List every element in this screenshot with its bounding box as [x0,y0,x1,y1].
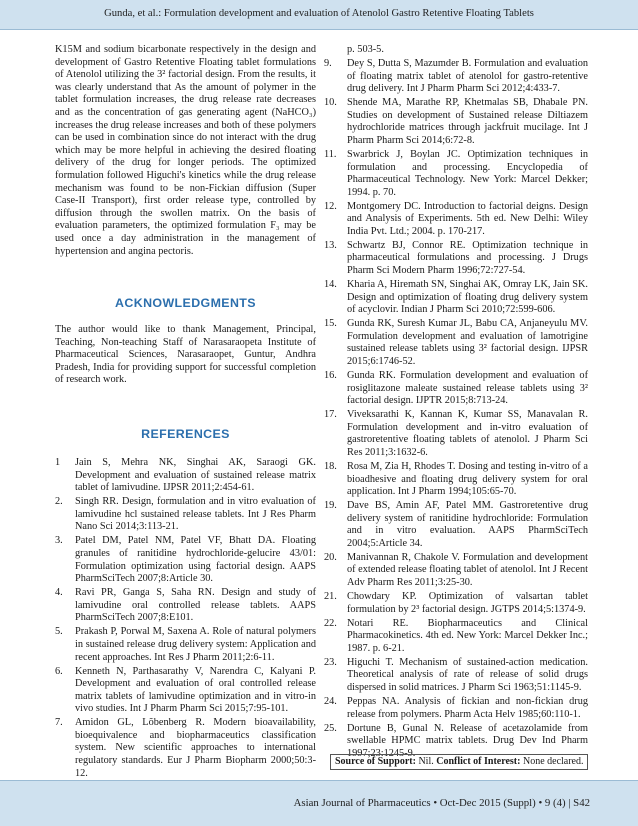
reference-number: 6. [55,665,63,677]
reference-text: Jain S, Mehra NK, Singhai AK, Saraogi GK. Development and evaluation of sustained release matrix tablet of lamivudine. IJPSR 2011;2:454-61. [75,457,316,494]
reference-number: 13. [324,239,337,251]
reference-number: 21. [324,591,337,603]
reference-text: Dey S, Dutta S, Mazumder B. Formulation and evaluation of floating matrix tablet of atenolol for gastro-retentive drug delivery. Int J Pharm Pharm Sci 2012;4:433-7. [347,57,588,95]
reference-text: Amidon GL, Lõbenberg R. Modern bioavailability, bioequivalence and biopharmaceutics classification system. New scientific approaches to international regulatory standards. Eur J Pharm Biopharm 2000;50:3-12. [75,717,316,779]
reference-number: 14. [324,279,337,291]
reference-item [55,587,316,625]
reference-text: Schwartz BJ, Connor RE. Optimization technique in pharmaceutical formulations and processing. J Drugs Pharm Sci Modern Pharm 1996;72:727-54. [347,239,588,277]
reference-number: 15. [324,318,337,330]
reference-text: Singh RR. Design, formulation and in vitro evaluation of lamivudine hcl sustained release tablets. Int J Res Pharm Nano Sci 2014;3:113-21. [75,496,316,533]
support-label: Source of Support: [335,756,416,767]
reference-item [55,535,316,585]
right-column [324,44,588,762]
reference-text: Higuchi T. Mechanism of sustained-action medication. Theoretical analysis of rate of release of solid drugs dispersed in solid matrices. J Pharm Sci 1963;51:1145-9. [347,656,588,693]
reference-list-left [55,457,316,819]
reference-item [324,369,588,408]
reference-text: Swarbrick J, Boylan JC. Optimization techniques in formulation and processing. Encyclopedia of Pharmaceutical Technology. New York: Marcel Dekker; 1994. p. 70. [347,148,588,198]
reference-item [324,239,588,278]
reference-item [55,717,316,780]
reference-number: 1 [55,457,61,469]
reference-item [324,200,588,239]
reference-item [55,626,316,664]
reference-item [324,551,588,590]
reference-item [324,500,588,550]
running-footer: Asian Journal of Pharmaceutics • Oct-Dec 2015 (Suppl) • 9 (4) | S42 [293,797,590,809]
running-header: Gunda, et al.: Formulation development and evaluation of Atenolol Gastro Retentive Floating Tablets [104,8,534,19]
reference-text: Gunda RK. Formulation development and evaluation of rosiglitazone maleate sustained release tablets using 3² factorial design. IJPTR 2015;8:713-24. [347,369,588,407]
reference-item [324,97,588,147]
reference-number: 2. [55,496,63,508]
reference-number: 18. [324,460,337,472]
reference-item [324,460,588,499]
reference-item [324,279,588,317]
reference-text: Patel DM, Patel NM, Patel VF, Bhatt DA. Floating granules of ranitidine hydrochloride-gelucire 43/01: Formulation optimization using factorial design. AAPS PharmSciTech 2007;8:Article 30. [75,535,316,585]
reference-text: Peppas NA. Analysis of fickian and non-fickian drug release from polymers. Pharm Acta Helv 1985;60:110-1. [347,695,588,720]
reference-item [324,57,588,96]
reference-item [324,318,588,368]
reference-item [324,617,588,656]
reference-number: 11. [324,148,337,160]
reference-item [324,656,588,695]
reference-number: 10. [324,97,337,109]
reference-item [55,457,316,495]
reference-number: 5. [55,626,63,638]
acknowledgments-heading: ACKNOWLEDGMENTS [115,296,256,311]
reference-number: 12. [324,200,337,212]
reference-item [55,496,316,534]
reference-number: 17. [324,409,337,421]
left-column [55,44,316,821]
reference-item [324,695,588,721]
reference-text: Viveksarathi K, Kannan K, Kumar SS, Manavalan R. Formulation development and in-vitro evaluation of gastroretentive floating tablets of atenolol. J Pharm Sci Res 2011;3:1632-6. [347,409,588,458]
reference-text: Kenneth N, Parthasarathy V, Narendra C, Kalyani P. Development and evaluation of oral controlled release matrix tablets of lamivudine optimization and in vitro-in vivo studies. Int J Pharm Pharm Sci 2015;7:95-101. [75,665,316,715]
reference-text: Kharia A, Hiremath SN, Singhai AK, Omray LK, Jain SK. Design and optimization of floating drug delivery system of acyclovir. Indian J Pharm Sci 2010;72:599-606. [347,279,588,316]
references-heading: REFERENCES [141,427,230,442]
reference-item [55,666,316,716]
reference-item [324,409,588,459]
conclusion-paragraph: K15M and sodium bicarbonate respectively in the design and development of Gastro Retentive Floating tablet formulations of Atenolol utilizing the 3² factorial design. From the results, it was clearly understand that As the amount of polymer in the tablet formulation increases, the drug release rate decreases and as the concentration of gas generating agent (NaHCO₃) increases the drug release increases and both of these polymers can be used in combination since do not interact with the drug which may be more helpful in achieving the desired floating delivery of the drug for longer periods. The optimized formulation followed Higuchi's kinetics while the drug release mechanism was found to be non-Fickian diffusion (Super Case-II Transport), first order release type, controlled by diffusion through the swollen matrix. On the basis of evaluation parameters, the optimized formulation F₃ may be used once a day administration in the management of hypertension and angina pectoris. [55,44,316,257]
source-of-support-box [330,754,588,770]
acknowledgments-text: The author would like to thank Management, Principal, Teaching, Non-teaching Staff of Narasaraopeta Institute of Pharmaceutical Sciences, Narasaraopet, Guntur, Andhra Pradesh, India for providing support for successful completion of research work. [55,324,316,386]
reference-number: 23. [324,656,337,668]
reference-text: Notari RE. Biopharmaceutics and Clinical Pharmacokinetics. 4th ed. New York: Marcel Dekker Inc.; 1987. p. 6-21. [347,617,588,654]
reference-number: 7. [55,717,63,729]
support-value: Nil. [418,756,434,767]
reference-number: 22. [324,617,337,629]
reference-text: Manivannan R, Chakole V. Formulation and development of extended release floating tablet of atenolol. Int J Recent Adv Pharm Res 2011;3:25-30. [347,551,588,589]
reference-number: 3. [55,535,63,547]
conflict-value: None declared. [522,756,584,767]
reference-text: Shende MA, Marathe RP, Khetmalas SB, Dhabale PN. Studies on development of Sustained release Diltiazem hydrochloride matrices through jackfruit mucilage. Int J Pharm Pharm Sci 2014;6:72-8. [347,97,588,146]
reference-list-right [324,57,588,760]
reference-number: 24. [324,695,337,707]
reference-continuation: p. 503-5. [347,44,384,55]
reference-number: 4. [55,587,63,599]
reference-item [324,591,588,616]
reference-text: Gunda RK, Suresh Kumar JL, Babu CA, Anjaneyulu MV. Formulation development and evaluation of lamotrigine sustained release tablets using 3² factorial design. IJPSR 2015;6:1746-52. [347,318,588,367]
reference-text: Ravi PR, Ganga S, Saha RN. Design and study of lamivudine oral controlled release tablets. AAPS PharmSciTech 2007;8:E101. [75,587,316,624]
reference-text: Chowdary KP. Optimization of valsartan tablet formulation by 2³ factorial design. JGTPS 2014;5:1374-9. [347,591,588,615]
reference-number: 20. [324,551,337,563]
reference-text: Dave BS, Amin AF, Patel MM. Gastroretentive drug delivery system of ranitidine hydrochloride: Formulation and in vitro evaluation. AAPS PharmSciTech 2004;5:Article 34. [347,500,588,549]
reference-text: Prakash P, Porwal M, Saxena A. Role of natural polymers in sustained release drug delivery system: Application and recent approaches. Int Res J Pharm 2011;2:6-11. [75,626,316,663]
conflict-label: Conflict of Interest: [436,756,521,767]
reference-item [324,148,588,199]
reference-text: Montgomery DC. Introduction to factorial deigns. Design and Analysis of Experiments. 5th ed. New Delhi: Wiley India Pvt. Ltd.; 2004. p. 170-217. [347,200,588,237]
reference-number: 16. [324,369,337,381]
reference-text: Dortune B, Gunal N. Release of acetazolamide from swellable HPMC matrix tablets. Drug Dev Ind Pharm 1997;23:1245-9. [347,722,588,759]
reference-text: Rosa M, Zia H, Rhodes T. Dosing and testing in-vitro of a bioadhesive and floating drug delivery system for oral application. Int J Pharm 1994;105:65-70. [347,460,588,498]
reference-number: 25. [324,722,337,734]
reference-number: 9. [324,57,332,69]
reference-number: 19. [324,500,337,512]
